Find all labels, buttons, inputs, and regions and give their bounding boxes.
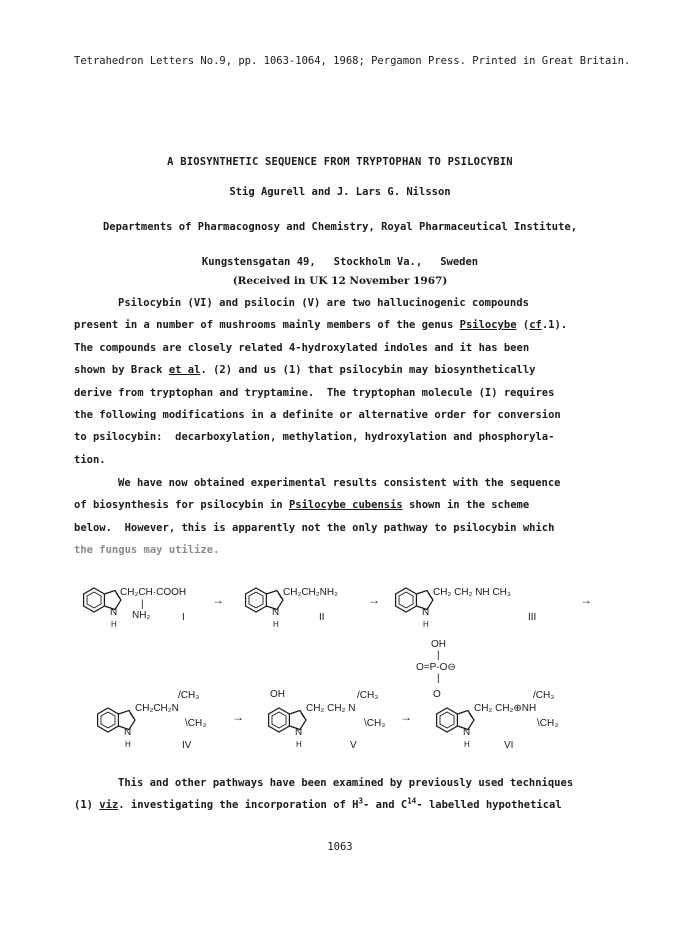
- affiliation-country: Sweden: [440, 256, 479, 268]
- arrow-icon: →: [580, 593, 592, 607]
- arrow-icon: →: [232, 710, 244, 724]
- body-line: below. However, this is apparently not the only pathway to psilocybin which: [74, 521, 555, 534]
- svg-text:CH₂ CH₂ N: CH₂ CH₂ N: [306, 703, 356, 714]
- biosynthesis-scheme: [74, 580, 614, 765]
- journal-header: Tetrahedron Letters No.9, pp. 1063-1064, 1968; Pergamon Press. Printed in Great Britain.: [74, 55, 631, 67]
- affiliation-city: Stockholm Va.,: [333, 256, 423, 268]
- body-line: This and other pathways have been examined by previously used techniques: [118, 777, 574, 789]
- svg-text:O=P-O⊖: O=P-O⊖: [416, 662, 456, 673]
- svg-text:CH₂CH·COOH: CH₂CH·COOH: [120, 587, 187, 598]
- compound-label: V: [350, 740, 357, 751]
- svg-text:N: N: [124, 727, 132, 738]
- body-line: (1) viz. investigating the incorporation of $H^3-$ and $C^{14}-$ labelled hypothetical: [74, 796, 562, 812]
- article-authors: Stig Agurell and J. Lars G. Nilsson: [229, 186, 451, 198]
- article-title: A BIOSYNTHETIC SEQUENCE FROM TRYPTOPHAN TO PSILOCYBIN: [167, 156, 513, 168]
- compound-V: [269, 689, 386, 751]
- body-line: We have now obtained experimental results consistent with the sequence: [118, 477, 561, 489]
- svg-text:H: H: [423, 620, 429, 629]
- affiliation: Departments of Pharmacognosy and Chemistry, Royal Pharmaceutical Institute,: [102, 221, 578, 233]
- svg-text:/CH₃: /CH₃: [357, 690, 379, 701]
- species-name: Psilocybe cubensis: [288, 499, 403, 512]
- compound-III: [396, 587, 537, 629]
- svg-text:OH: OH: [431, 639, 446, 650]
- svg-text:N: N: [272, 607, 280, 618]
- body-line: The compounds are closely related 4-hydroxylated indoles and it has been: [74, 341, 530, 354]
- svg-text:H: H: [273, 620, 279, 629]
- svg-text:\CH₃: \CH₃: [364, 718, 386, 729]
- svg-text:\CH₃: \CH₃: [185, 718, 207, 729]
- affiliation-address: [0, 256, 680, 268]
- svg-text:H: H: [125, 740, 131, 749]
- svg-text:|: |: [437, 673, 440, 684]
- svg-text:H: H: [464, 740, 470, 749]
- svg-text:N: N: [422, 607, 430, 618]
- viz-abbrev: viz: [99, 799, 119, 812]
- cf-abbrev: cf: [529, 319, 542, 332]
- compound-VI: [416, 639, 558, 751]
- compound-label: IV: [182, 740, 192, 751]
- received-date: (Received in UK 12 November 1967): [232, 275, 448, 287]
- svg-text:\CH₃: \CH₃: [537, 718, 559, 729]
- svg-text:/CH₃: /CH₃: [533, 690, 555, 701]
- svg-text:CH₂CH₂N: CH₂CH₂N: [135, 703, 179, 714]
- svg-text:CH₂CH₂NH₂: CH₂CH₂NH₂: [283, 587, 338, 598]
- body-line: the fungus may utilize.: [74, 544, 220, 557]
- svg-text:N: N: [295, 727, 303, 738]
- svg-text:N: N: [110, 607, 118, 618]
- et-al: et al: [168, 364, 201, 377]
- compound-I: [84, 587, 187, 629]
- body-line: present in a number of mushrooms mainly members of the genus Psilocybe (cf.1).: [74, 319, 568, 332]
- compound-label: II: [319, 612, 325, 623]
- page-number: 1063: [327, 841, 353, 853]
- arrow-icon: →: [368, 593, 380, 607]
- body-line: tion.: [74, 453, 106, 466]
- body-line: derive from tryptophan and tryptamine. The tryptophan molecule (I) requires: [74, 386, 555, 399]
- body-line: of biosynthesis for psilocybin in Psilocybe cubensis shown in the scheme: [74, 499, 530, 512]
- paragraph-1: [74, 292, 614, 471]
- paragraph-3: [74, 772, 614, 817]
- svg-text:CH₂ CH₂ NH CH₃: CH₂ CH₂ NH CH₃: [433, 587, 511, 598]
- body-line: the following modifications in a definite or alternative order for conversion: [74, 408, 561, 421]
- compound-label: III: [528, 612, 537, 623]
- svg-text:NH₂: NH₂: [132, 610, 151, 621]
- arrow-icon: →: [212, 593, 224, 607]
- svg-text:|: |: [141, 599, 144, 610]
- body-line: to psilocybin: decarboxylation, methylation, hydroxylation and phosphoryla-: [74, 431, 555, 444]
- arrow-icon: →: [400, 710, 412, 724]
- svg-text:OH: OH: [270, 689, 285, 700]
- paragraph-2: [74, 472, 614, 562]
- svg-text:O: O: [433, 689, 441, 700]
- affiliation-street: Kungstensgatan 49,: [201, 256, 316, 268]
- svg-text:N: N: [463, 727, 471, 738]
- svg-text:H: H: [111, 620, 117, 629]
- svg-text:H: H: [296, 740, 302, 749]
- genus-name: Psilocybe: [459, 319, 517, 332]
- compound-II: [246, 587, 338, 629]
- body-line: shown by Brack et al. (2) and us (1) that psilocybin may biosynthetically: [74, 364, 536, 377]
- compound-label: VI: [504, 740, 514, 751]
- body-line: Psilocybin (VI) and psilocin (V) are two hallucinogenic compounds: [118, 297, 529, 309]
- compound-label: I: [182, 612, 185, 623]
- svg-text:|: |: [437, 650, 440, 661]
- compound-IV: [98, 690, 207, 751]
- svg-text:CH₂ CH₂⊕NH: CH₂ CH₂⊕NH: [474, 703, 537, 714]
- svg-text:/CH₃: /CH₃: [178, 690, 200, 701]
